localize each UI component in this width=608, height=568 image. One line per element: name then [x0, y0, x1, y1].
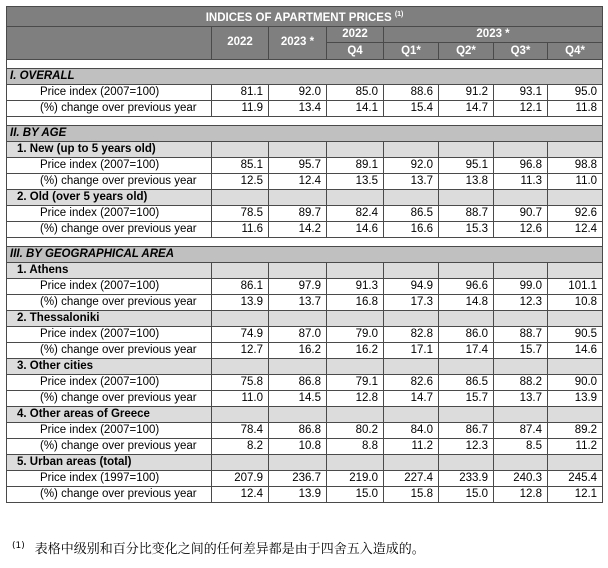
section-spacer	[7, 59, 603, 68]
row-label: Price index (2007=100)	[7, 422, 212, 438]
value-cell: 14.7	[439, 100, 494, 116]
value-cell: 14.7	[384, 390, 439, 406]
row-label: Price index (2007=100)	[7, 278, 212, 294]
group-header-fill	[548, 141, 603, 157]
group-header-fill	[494, 358, 548, 374]
value-cell: 87.0	[269, 326, 327, 342]
group-header-fill	[269, 454, 327, 470]
table-row	[7, 294, 603, 310]
group-header-fill	[439, 189, 494, 205]
group-header-fill	[548, 358, 603, 374]
value-cell: 17.3	[384, 294, 439, 310]
value-cell: 12.4	[269, 173, 327, 189]
group-header-fill	[548, 406, 603, 422]
group-header-fill	[548, 310, 603, 326]
value-cell: 15.7	[439, 390, 494, 406]
value-cell: 86.5	[439, 374, 494, 390]
value-cell: 14.6	[548, 342, 603, 358]
footnote-mark: (1)	[12, 541, 25, 551]
table-row	[7, 374, 603, 390]
section-spacer	[7, 237, 603, 246]
value-cell: 88.7	[439, 205, 494, 221]
value-cell: 91.2	[439, 84, 494, 100]
value-cell: 86.0	[439, 326, 494, 342]
value-cell: 92.6	[548, 205, 603, 221]
group-header-fill	[327, 189, 384, 205]
value-cell: 89.2	[548, 422, 603, 438]
group-header-fill	[327, 262, 384, 278]
value-cell: 8.2	[212, 438, 269, 454]
row-label: Price index (2007=100)	[7, 205, 212, 221]
value-cell: 13.9	[548, 390, 603, 406]
header-annual-2023: 2023 *	[269, 26, 327, 59]
header-blank-cell	[7, 26, 212, 59]
footnote	[12, 538, 425, 557]
table-title-text: INDICES OF APARTMENT PRICES	[205, 11, 392, 24]
value-cell: 11.6	[212, 221, 269, 237]
value-cell: 233.9	[439, 470, 494, 486]
value-cell: 11.3	[494, 173, 548, 189]
group-header-fill	[269, 310, 327, 326]
group-header-fill	[439, 262, 494, 278]
group-title: 1. Athens	[7, 262, 212, 278]
group-header-fill	[494, 262, 548, 278]
value-cell: 74.9	[212, 326, 269, 342]
group-header-fill	[439, 358, 494, 374]
value-cell: 12.7	[212, 342, 269, 358]
value-cell: 93.1	[494, 84, 548, 100]
group-header-fill	[384, 310, 439, 326]
row-label: (%) change over previous year	[7, 221, 212, 237]
value-cell: 85.1	[212, 157, 269, 173]
header-2023-q4: Q4*	[548, 43, 603, 60]
value-cell: 16.6	[384, 221, 439, 237]
value-cell: 240.3	[494, 470, 548, 486]
group-title: 2. Old (over 5 years old)	[7, 189, 212, 205]
value-cell: 12.8	[494, 486, 548, 502]
group-title: 5. Urban areas (total)	[7, 454, 212, 470]
value-cell: 98.8	[548, 157, 603, 173]
group-header-fill	[327, 310, 384, 326]
value-cell: 15.3	[439, 221, 494, 237]
group-header-row	[7, 358, 603, 374]
row-label: (%) change over previous year	[7, 173, 212, 189]
value-cell: 14.8	[439, 294, 494, 310]
group-header-fill	[439, 310, 494, 326]
table-title	[7, 7, 603, 27]
group-header-fill	[269, 358, 327, 374]
value-cell: 95.1	[439, 157, 494, 173]
group-header-fill	[494, 454, 548, 470]
value-cell: 12.3	[494, 294, 548, 310]
table-row	[7, 173, 603, 189]
value-cell: 85.0	[327, 84, 384, 100]
value-cell: 86.8	[269, 422, 327, 438]
value-cell: 13.8	[439, 173, 494, 189]
spacer-cell	[7, 116, 603, 125]
value-cell: 96.6	[439, 278, 494, 294]
group-header-fill	[212, 454, 269, 470]
header-2022-q4: Q4	[327, 43, 384, 60]
value-cell: 79.1	[327, 374, 384, 390]
table-row	[7, 100, 603, 116]
value-cell: 86.8	[269, 374, 327, 390]
value-cell: 12.6	[494, 221, 548, 237]
section-header-row	[7, 246, 603, 262]
value-cell: 82.6	[384, 374, 439, 390]
group-header-fill	[327, 358, 384, 374]
value-cell: 89.7	[269, 205, 327, 221]
group-header-fill	[384, 141, 439, 157]
header-row-1	[7, 26, 603, 43]
row-label: (%) change over previous year	[7, 438, 212, 454]
value-cell: 207.9	[212, 470, 269, 486]
value-cell: 90.5	[548, 326, 603, 342]
value-cell: 12.4	[212, 486, 269, 502]
value-cell: 15.4	[384, 100, 439, 116]
section-spacer	[7, 116, 603, 125]
value-cell: 88.2	[494, 374, 548, 390]
value-cell: 81.1	[212, 84, 269, 100]
group-header-fill	[327, 454, 384, 470]
group-header-fill	[384, 262, 439, 278]
value-cell: 14.2	[269, 221, 327, 237]
header-annual-2022: 2022	[212, 26, 269, 59]
value-cell: 245.4	[548, 470, 603, 486]
value-cell: 96.8	[494, 157, 548, 173]
group-header-fill	[548, 454, 603, 470]
value-cell: 89.1	[327, 157, 384, 173]
table-row	[7, 470, 603, 486]
value-cell: 13.7	[384, 173, 439, 189]
value-cell: 101.1	[548, 278, 603, 294]
value-cell: 88.6	[384, 84, 439, 100]
value-cell: 13.5	[327, 173, 384, 189]
group-header-fill	[269, 189, 327, 205]
value-cell: 92.0	[384, 157, 439, 173]
row-label: (%) change over previous year	[7, 486, 212, 502]
value-cell: 13.9	[269, 486, 327, 502]
value-cell: 11.2	[384, 438, 439, 454]
value-cell: 15.0	[327, 486, 384, 502]
value-cell: 14.1	[327, 100, 384, 116]
header-2023-q2: Q2*	[439, 43, 494, 60]
group-header-row	[7, 454, 603, 470]
value-cell: 92.0	[269, 84, 327, 100]
value-cell: 13.7	[494, 390, 548, 406]
value-cell: 17.4	[439, 342, 494, 358]
table-row	[7, 326, 603, 342]
group-header-fill	[494, 310, 548, 326]
header-2023-q1: Q1*	[384, 43, 439, 60]
value-cell: 13.4	[269, 100, 327, 116]
group-header-fill	[384, 406, 439, 422]
group-header-fill	[384, 358, 439, 374]
group-title: 2. Thessaloniki	[7, 310, 212, 326]
group-header-fill	[384, 189, 439, 205]
group-header-row	[7, 262, 603, 278]
table-row	[7, 205, 603, 221]
table-row	[7, 486, 603, 502]
row-label: Price index (2007=100)	[7, 326, 212, 342]
group-header-row	[7, 141, 603, 157]
table-row	[7, 278, 603, 294]
table-title-row	[7, 7, 603, 27]
value-cell: 75.8	[212, 374, 269, 390]
section-title: I. OVERALL	[7, 68, 603, 84]
group-header-row	[7, 406, 603, 422]
value-cell: 87.4	[494, 422, 548, 438]
group-header-fill	[548, 189, 603, 205]
value-cell: 99.0	[494, 278, 548, 294]
group-header-fill	[212, 262, 269, 278]
value-cell: 84.0	[384, 422, 439, 438]
value-cell: 10.8	[269, 438, 327, 454]
value-cell: 86.5	[384, 205, 439, 221]
table-row	[7, 342, 603, 358]
value-cell: 86.7	[439, 422, 494, 438]
group-header-fill	[212, 358, 269, 374]
value-cell: 95.7	[269, 157, 327, 173]
value-cell: 15.7	[494, 342, 548, 358]
row-label: Price index (2007=100)	[7, 84, 212, 100]
value-cell: 13.9	[212, 294, 269, 310]
value-cell: 15.0	[439, 486, 494, 502]
section-title: II. BY AGE	[7, 125, 603, 141]
group-header-fill	[269, 141, 327, 157]
section-header-row	[7, 125, 603, 141]
value-cell: 227.4	[384, 470, 439, 486]
footnote-text: 表格中级别和百分比变化之间的任何差异都是由于四舍五入造成的。	[34, 542, 425, 557]
row-label: (%) change over previous year	[7, 100, 212, 116]
group-header-row	[7, 189, 603, 205]
value-cell: 12.3	[439, 438, 494, 454]
group-header-fill	[327, 406, 384, 422]
value-cell: 94.9	[384, 278, 439, 294]
value-cell: 14.5	[269, 390, 327, 406]
value-cell: 91.3	[327, 278, 384, 294]
value-cell: 16.2	[327, 342, 384, 358]
section-title: III. BY GEOGRAPHICAL AREA	[7, 246, 603, 262]
value-cell: 15.8	[384, 486, 439, 502]
group-header-fill	[269, 406, 327, 422]
group-header-fill	[212, 141, 269, 157]
value-cell: 86.1	[212, 278, 269, 294]
value-cell: 78.5	[212, 205, 269, 221]
row-label: (%) change over previous year	[7, 342, 212, 358]
value-cell: 12.4	[548, 221, 603, 237]
value-cell: 90.0	[548, 374, 603, 390]
row-label: Price index (2007=100)	[7, 157, 212, 173]
title-footnote-mark: (1)	[394, 11, 404, 18]
group-header-row	[7, 310, 603, 326]
value-cell: 97.9	[269, 278, 327, 294]
row-label: (%) change over previous year	[7, 294, 212, 310]
value-cell: 17.1	[384, 342, 439, 358]
group-header-fill	[494, 406, 548, 422]
spacer-cell	[7, 59, 603, 68]
value-cell: 11.8	[548, 100, 603, 116]
value-cell: 80.2	[327, 422, 384, 438]
spacer-cell	[7, 237, 603, 246]
value-cell: 12.1	[548, 486, 603, 502]
row-label: Price index (1997=100)	[7, 470, 212, 486]
value-cell: 11.2	[548, 438, 603, 454]
value-cell: 11.0	[212, 390, 269, 406]
group-header-fill	[439, 141, 494, 157]
table-row	[7, 221, 603, 237]
group-header-fill	[384, 454, 439, 470]
table-row	[7, 438, 603, 454]
value-cell: 10.8	[548, 294, 603, 310]
value-cell: 12.5	[212, 173, 269, 189]
value-cell: 13.7	[269, 294, 327, 310]
value-cell: 95.0	[548, 84, 603, 100]
value-cell: 78.4	[212, 422, 269, 438]
group-title: 1. New (up to 5 years old)	[7, 141, 212, 157]
value-cell: 90.7	[494, 205, 548, 221]
table-row	[7, 422, 603, 438]
table-row	[7, 84, 603, 100]
value-cell: 88.7	[494, 326, 548, 342]
group-header-fill	[439, 406, 494, 422]
group-header-fill	[212, 406, 269, 422]
value-cell: 8.5	[494, 438, 548, 454]
value-cell: 12.8	[327, 390, 384, 406]
row-label: Price index (2007=100)	[7, 374, 212, 390]
table-row	[7, 157, 603, 173]
value-cell: 82.8	[384, 326, 439, 342]
group-header-fill	[212, 189, 269, 205]
apartment-price-indices-table	[6, 6, 603, 503]
value-cell: 219.0	[327, 470, 384, 486]
value-cell: 82.4	[327, 205, 384, 221]
value-cell: 12.1	[494, 100, 548, 116]
group-header-fill	[494, 141, 548, 157]
header-2023-q3: Q3*	[494, 43, 548, 60]
value-cell: 14.6	[327, 221, 384, 237]
value-cell: 8.8	[327, 438, 384, 454]
group-header-fill	[439, 454, 494, 470]
group-header-fill	[327, 141, 384, 157]
group-header-fill	[548, 262, 603, 278]
value-cell: 16.8	[327, 294, 384, 310]
header-quarterly-2023-year: 2023 *	[384, 26, 603, 43]
value-cell: 16.2	[269, 342, 327, 358]
row-label: (%) change over previous year	[7, 390, 212, 406]
section-header-row	[7, 68, 603, 84]
value-cell: 11.9	[212, 100, 269, 116]
group-header-fill	[269, 262, 327, 278]
group-title: 3. Other cities	[7, 358, 212, 374]
header-quarterly-2022-year: 2022	[327, 26, 384, 43]
value-cell: 236.7	[269, 470, 327, 486]
value-cell: 11.0	[548, 173, 603, 189]
value-cell: 79.0	[327, 326, 384, 342]
group-title: 4. Other areas of Greece	[7, 406, 212, 422]
group-header-fill	[494, 189, 548, 205]
table-row	[7, 390, 603, 406]
group-header-fill	[212, 310, 269, 326]
